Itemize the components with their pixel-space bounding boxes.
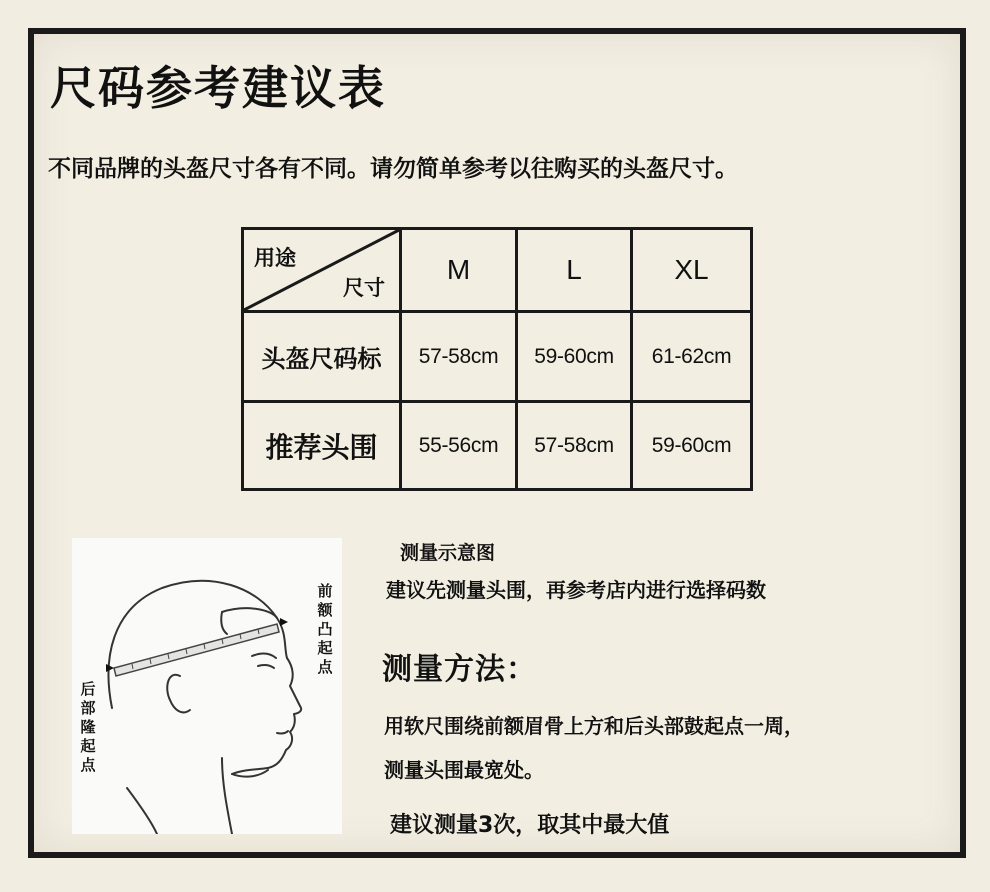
page-title: 尺码参考建议表 [50, 61, 386, 115]
method-step-line-2: 测量头围最宽处。 [384, 758, 544, 782]
measure-tip: 建议测量3次，取其中最大值 [390, 813, 670, 838]
front-marker-icon [280, 618, 288, 626]
method-heading: 测量方法： [382, 652, 537, 687]
head-profile-illustration [72, 538, 342, 834]
table-cell: 57-58cm [517, 402, 632, 490]
column-header-xl: XL [632, 229, 752, 312]
diagram-title: 测量示意图 [400, 542, 496, 564]
table-header-row [243, 229, 752, 312]
table-cell: 57-58cm [401, 312, 517, 402]
back-marker-icon [106, 664, 114, 672]
row-label-helmet-size: 头盔尺码标 [243, 312, 401, 402]
corner-label-use: 用途 [254, 246, 296, 270]
column-header-m: M [401, 229, 517, 312]
head-measurement-figure [72, 538, 342, 834]
page-subtitle: 不同品牌的头盔尺寸各有不同。请勿简单参考以往购买的头盔尺寸。 [48, 156, 738, 182]
corner-label-size: 尺寸 [343, 276, 385, 300]
table-cell: 61-62cm [632, 312, 752, 402]
back-point-label: 后部隆起点 [80, 680, 96, 774]
table-row [243, 402, 752, 490]
column-header-l: L [517, 229, 632, 312]
advice-text: 建议先测量头围，再参考店内进行选择码数 [386, 578, 766, 602]
method-step-line-1: 用软尺围绕前额眉骨上方和后头部鼓起点一周， [384, 714, 804, 738]
table-row [243, 312, 752, 402]
row-label-recommended-head: 推荐头围 [243, 402, 401, 490]
front-point-label: 前额凸起点 [317, 582, 333, 676]
table-cell: 59-60cm [517, 312, 632, 402]
table-cell: 59-60cm [632, 402, 752, 490]
table-corner-cell [243, 229, 401, 312]
tape-measure [114, 624, 279, 676]
size-table [241, 227, 753, 491]
table-cell: 55-56cm [401, 402, 517, 490]
